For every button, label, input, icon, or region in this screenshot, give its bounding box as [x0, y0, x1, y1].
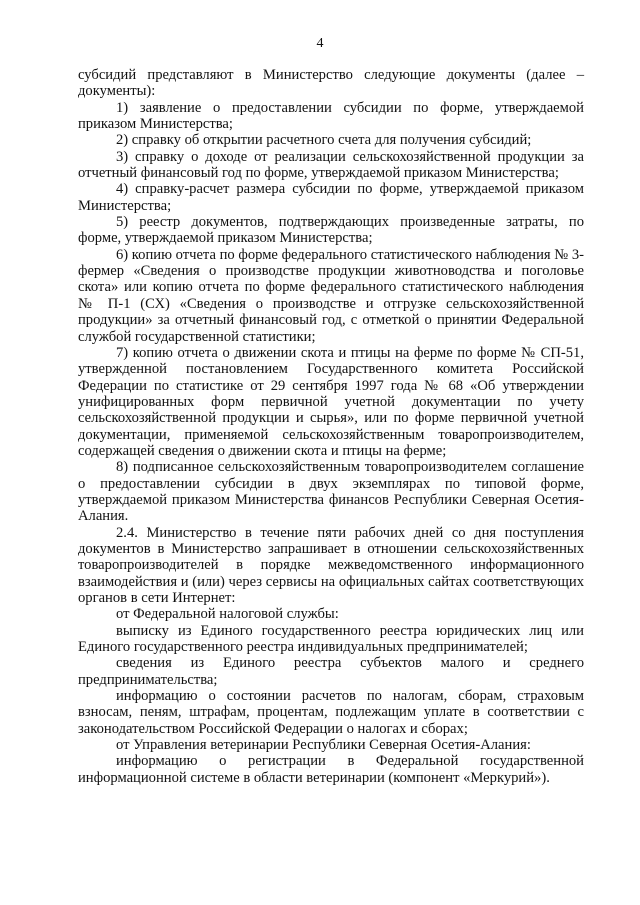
- list-item-2: 2) справку об открытии расчетного счета для получения субсидий;: [116, 132, 532, 149]
- list-item-4: 4) справку-расчет размера субсидии по форме, утверждаемой приказом Министерства;: [78, 181, 584, 214]
- source-fns-heading: от Федеральной налоговой службы:: [116, 606, 339, 623]
- list-item-8: 8) подписанное сельскохозяйственным товаропроизводителем соглашение о предоставлении субсидии в двух экземплярах по типовой форме, утверждаемой приказом Министерства финансов Республики Северная Осетия-Алания.: [78, 459, 584, 525]
- source-veterinary-heading: от Управления ветеринарии Республики Северная Осетия-Алания:: [116, 737, 531, 754]
- section-2-4-paragraph: 2.4. Министерство в течение пяти рабочих дней со дня поступления документов в Министерство запрашивает в отношении сельскохозяйственных товаропроизводителей в порядке межведомственного информационного взаимодействия и (или) через сервисы на официальных сайтах соответствующих органов в сети Интернет:: [78, 524, 584, 606]
- paragraph-continuation: субсидий представляют в Министерство следующие документы (далее – документы):: [78, 67, 584, 100]
- list-item-1: 1) заявление о предоставлении субсидии по форме, утверждаемой приказом Министерства;: [78, 99, 584, 133]
- request-item-tax-status: информацию о состоянии расчетов по налогам, сборам, страховым взносам, пеням, штрафам, процентам, подлежащим уплате в соответствии с законодательством Российской Федерации о налогах и сборах;: [78, 688, 584, 737]
- list-item-5: 5) реестр документов, подтверждающих произведенные затраты, по форме, утверждаемой приказом Министерства;: [78, 214, 584, 247]
- request-item-smb-registry: сведения из Единого реестра субъектов малого и среднего предпринимательства;: [78, 655, 584, 688]
- list-item-3: 3) справку о доходе от реализации сельскохозяйственной продукции за отчетный финансовый год по форме, утверждаемой приказом Министерства;: [78, 148, 584, 182]
- page-number: 4: [316, 36, 324, 51]
- list-item-6: 6) копию отчета по форме федерального статистического наблюдения № 3-фермер «Сведения о производстве продукции животноводства и поголовье скота» или копию отчета по форме федерального статистического наблюдения № П-1 (СХ) «Сведения о производстве и отгрузке сельскохозяйственной продукции» за отчетный финансовый год, с отметкой о принятии Федеральной службой государственной статистики;: [78, 246, 584, 345]
- request-item-mercury: информацию о регистрации в Федеральной государственной информационной системе в области ветеринарии (компонент «Меркурий»).: [78, 753, 584, 786]
- list-item-7: 7) копию отчета о движении скота и птицы на ферме по форме № СП-51, утвержденной постановлением Государственного комитета Российской Федерации по статистике от 29 сентября 1997 года № 68 «Об утверждении унифицированных форм первичной учетной документации по учету сельскохозяйственной продукции и сырья», или по форме первичной учетной документации, применяемой сельскохозяйственным товаропроизводителем, содержащей сведения о движении скота и птицы на ферме;: [78, 344, 584, 459]
- request-item-egrul: выписку из Единого государственного реестра юридических лиц или Единого государственного реестра индивидуальных предпринимателей;: [78, 622, 584, 656]
- document-body: [78, 67, 584, 786]
